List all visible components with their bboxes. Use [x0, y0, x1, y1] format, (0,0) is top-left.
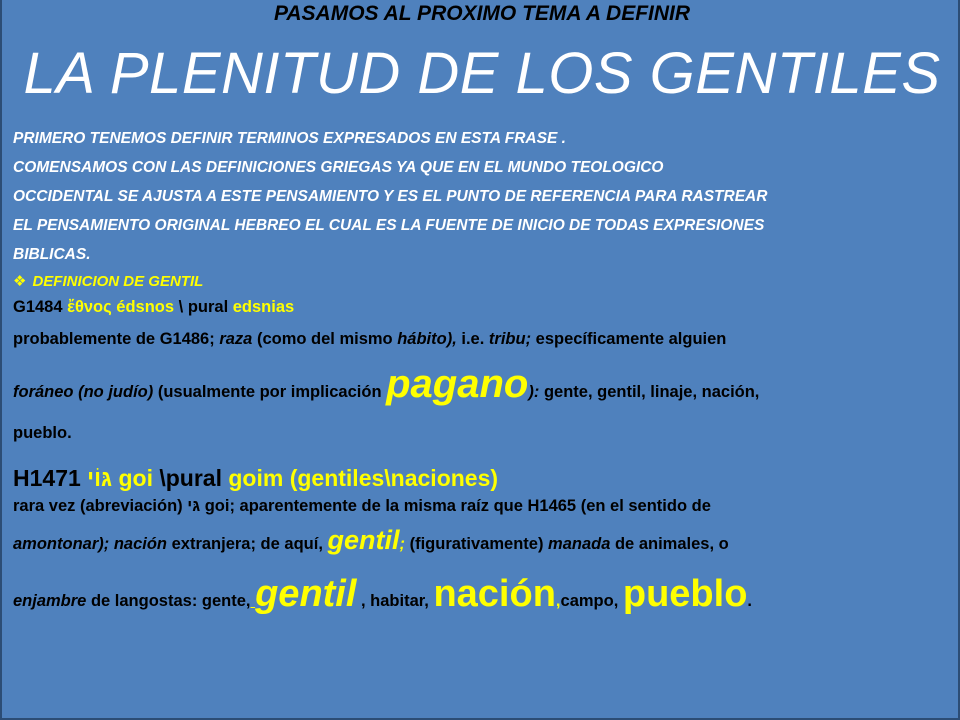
greek-definition-line-1: [13, 326, 953, 352]
def-text: campo,: [560, 592, 623, 610]
def-text: (como del mismo: [252, 330, 398, 348]
def-text: (usualmente por implicación: [153, 383, 387, 401]
greek-entry: [13, 294, 953, 320]
intro-line: COMENSAMOS CON LAS DEFINICIONES GRIEGAS YA QUE EN EL MUNDO TEOLOGICO: [13, 159, 664, 176]
def-text: .: [747, 592, 753, 610]
def-text: (figurativamente): [405, 535, 549, 553]
def-tribu: tribu;: [488, 330, 532, 348]
def-gentil: gentil: [327, 525, 400, 555]
def-text: ;: [399, 535, 405, 553]
gentil-heading: DEFINICION DE GENTIL: [32, 273, 204, 290]
def-text: ,: [555, 592, 561, 610]
hebrew-plural: goim (gentiles\naciones): [228, 465, 499, 491]
hebrew-definition-line-2: [13, 520, 953, 564]
def-text: rara vez (abreviación): [13, 497, 188, 515]
hebrew-definition-line-1: [13, 492, 953, 520]
hebrew-sep: \pural: [159, 465, 229, 491]
def-enjambre: enjambre: [13, 592, 87, 610]
hebrew-code: H1471: [13, 465, 88, 491]
main-title: LA PLENITUD DE LOS GENTILES: [23, 41, 941, 106]
def-pueblo: pueblo: [622, 573, 748, 615]
gentil-heading-row: [13, 269, 953, 294]
greek-code: G1484: [13, 298, 68, 316]
def-amontonar: amontonar); nación: [13, 535, 168, 553]
intro-line: EL PENSAMIENTO ORIGINAL HEBREO EL CUAL ES LA FUENTE DE INICIO DE TODAS EXPRESIONES: [13, 217, 765, 234]
hebrew-goi: goi: [112, 465, 160, 491]
def-nacion: nación: [433, 573, 556, 615]
greek-word: ἔθνος édsnos: [67, 298, 179, 316]
intro-line: OCCIDENTAL SE AJUSTA A ESTE PENSAMIENTO Y ES EL PUNTO DE REFERENCIA PARA RASTREAR: [13, 188, 768, 205]
intro-line: PRIMERO TENEMOS DEFINIR TERMINOS EXPRESADOS EN ESTA FRASE .: [13, 130, 566, 147]
def-foraneo: foráneo (no judío): [13, 383, 154, 401]
def-text: específicamente alguien: [531, 330, 727, 348]
def-text: goi; aparentemente de la misma raíz que H1465 (en el sentido de: [200, 497, 711, 515]
def-habito: hábito),: [397, 330, 457, 348]
diamond-bullet-icon: ❖: [13, 273, 27, 290]
def-text: de langostas: gente,: [86, 592, 251, 610]
greek-definition-line-3: pueblo.: [13, 424, 72, 442]
def-raza: raza: [219, 330, 253, 348]
greek-sep: \ pural: [178, 298, 233, 316]
def-text: gente, gentil, linaje, nación,: [539, 383, 760, 401]
def-text: extranjera; de aquí,: [167, 535, 328, 553]
def-text: i.e.: [456, 330, 489, 348]
intro-line: BIBLICAS.: [13, 246, 91, 263]
greek-plural: edsnias: [232, 298, 295, 316]
hebrew-entry: [13, 464, 953, 492]
def-text: probablemente de G1486;: [13, 330, 220, 348]
def-text: , habitar,: [356, 592, 434, 610]
def-pagano: pagano: [386, 362, 529, 406]
greek-definition-line-2: [13, 356, 953, 420]
slide-body: [13, 124, 953, 631]
def-text: ):: [528, 383, 540, 401]
hebrew-definition-line-3: [13, 564, 953, 631]
def-text: de animales, o: [610, 535, 729, 553]
intro-text: [13, 124, 953, 269]
def-manada: manada: [548, 535, 611, 553]
def-hebrew: גּי: [187, 497, 201, 515]
def-gentil-large: gentil: [255, 573, 357, 615]
top-title: PASAMOS AL PROXIMO TEMA A DEFINIR: [273, 2, 691, 25]
hebrew-word: גּוֹי: [87, 465, 113, 491]
